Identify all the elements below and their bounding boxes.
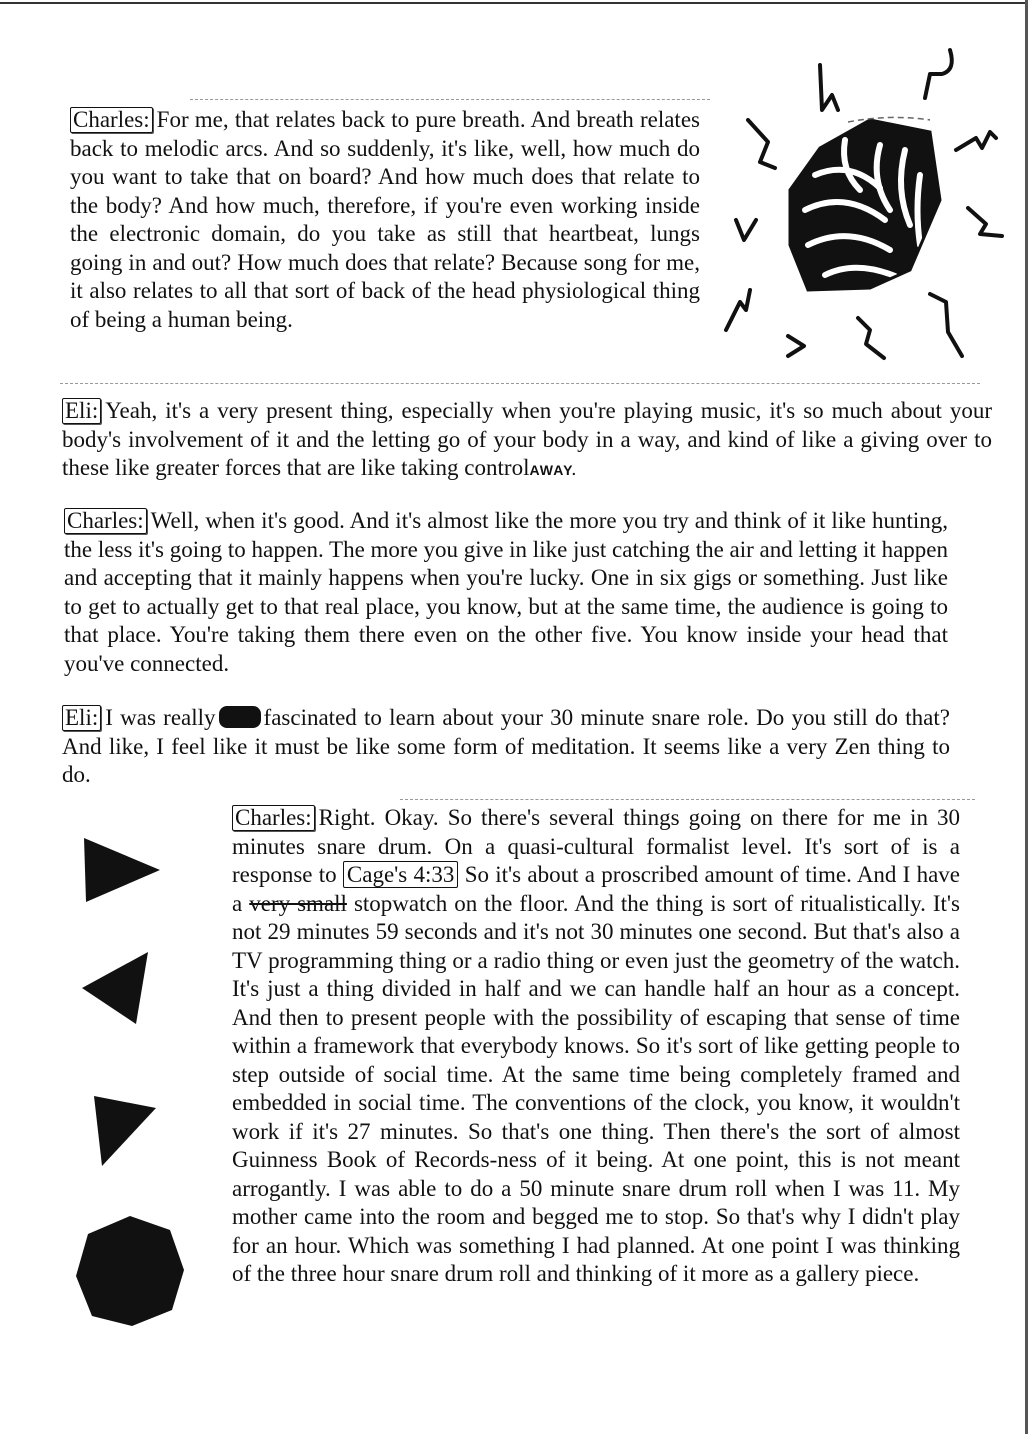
exchange-5: [232, 804, 960, 1289]
triangle-left-shape: [78, 948, 158, 1028]
separator-1: [190, 99, 710, 100]
exchange-4: [62, 704, 950, 790]
exchange-2: [62, 397, 992, 485]
speaker-label: Eli:: [62, 398, 101, 424]
top-border: [0, 2, 1028, 4]
exchange-text-after: fascinated to learn about your 30 minute snare role. Do you still do that? And like, I feel like it must be like some form of meditation. It seems like a very Zen thing to do.: [62, 705, 950, 787]
exchange-text: Yeah, it's a very present thing, especially when you're playing music, it's so much about your body's involvement of it and the letting go of your body in a way, and kind of like a giving over to these like greater forces that are like taking control: [62, 398, 992, 480]
exchange-text-3: stopwatch on the floor. And the thing is sort of ritualistically. It's not 29 minutes 59 seconds and it's not 30 minutes one second. But that's also a TV programming thing or a radio thing or even just the geometry of the watch. It's just a thing divided in half and we can handle half an hour as a concept. And then to present people with the possibility of escaping that sense of time within a framework that everybody knows. So it's sort of like getting people to step outside of social time. At the same time being completely framed and embedded in social time. The conventions of the clock, you know, it wouldn't work if it's 27 minutes. So that's one thing. Then there's the sort of almost Guinness Book of Records-ness of it being. At one point, this is not meant arrogantly. I was able to do a 50 minute snare drum roll when I was 11. My mother came into the room and begged me to stop. So that's why I didn't play for an hour. Which was something I had planned. At one point I was thinking of the three hour snare drum roll and thinking of it more as a gallery piece.: [232, 890, 961, 1286]
handwritten-annotation: AWAY.: [529, 462, 577, 478]
struck-text: very small: [249, 890, 347, 916]
exchange-3: [64, 507, 948, 678]
speaker-label: Charles:: [70, 107, 153, 133]
speaker-label: Charles:: [64, 508, 147, 534]
exchange-1: [70, 106, 700, 334]
speaker-label: Charles:: [232, 805, 315, 831]
exchange-text-2: So it's about a proscribed amount of time. And I have a: [232, 862, 961, 916]
boxed-reference: Cage's 4:33: [343, 861, 459, 888]
exchange-text-1: Right. Okay. So there's several things going on there for me in 30 minutes snare drum. On a quasi-cultural formalist level. It's sort of is a response to: [232, 805, 960, 887]
speaker-label: Eli:: [62, 705, 101, 731]
exchange-text: Well, when it's good. And it's almost like the more you try and think of it like hunting, the less it's going to happen. The more you give in like just catching the air and letting it happen and accepting that it mainly happens when you're lucky. One in six gigs or something. Just like to get to actually get to that real place, you know, but at the same time, the audience is going to that place. You're taking them there even on the other five. You know inside your head that you've connected.: [64, 508, 948, 676]
separator-2: [60, 383, 980, 384]
separator-3: [400, 799, 975, 800]
triangle-right-shape: [78, 832, 168, 912]
exchange-text-before: I was really: [105, 705, 216, 730]
triangle-down-shape: [90, 1088, 160, 1168]
exchange-text: For me, that relates back to pure breath. And breath relates back to melodic arcs. And so suddenly, it's like, well, how much do you want to take that on board? And how much does that relate to the body? And how much, therefore, if you're even working inside the electronic domain, do you take as still that heartbeat, lungs going in and out? How much does that relate? Because song for me, it also relates to all that sort of back of the head physiological thing of being a human being.: [70, 107, 700, 332]
spiral-drawing: [720, 40, 1020, 370]
redaction-mark: [219, 706, 261, 728]
circle-shape: [70, 1212, 190, 1332]
